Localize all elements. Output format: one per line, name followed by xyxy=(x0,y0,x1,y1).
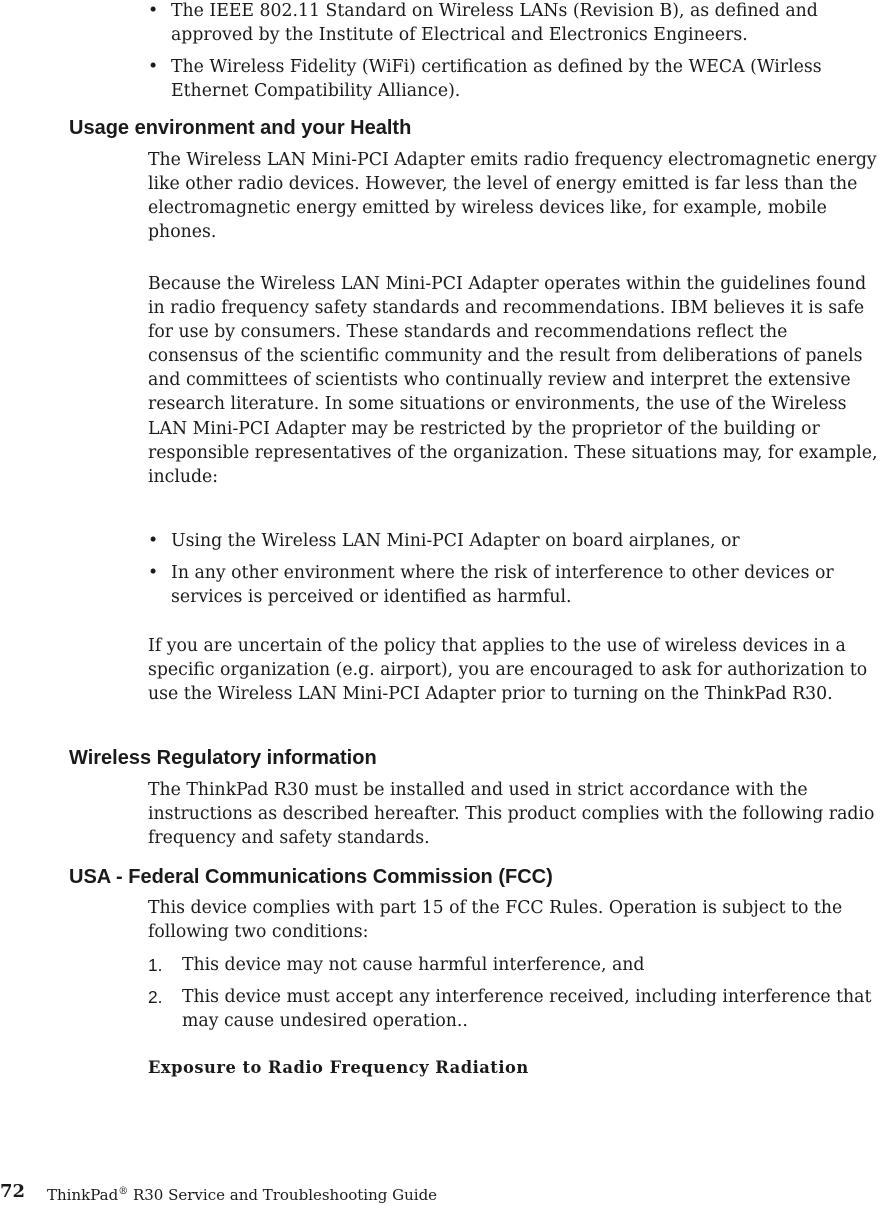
bullet-text: The IEEE 802.11 Standard on Wireless LANs (Revision B), as defined and approved by the Institute of Electrical and Electronics Engineers. xyxy=(171,1,818,46)
list-number: 2. xyxy=(148,987,163,1007)
section-heading-regulatory: Wireless Regulatory information xyxy=(69,747,377,769)
regulatory-paragraph: The ThinkPad R30 must be installed and used in strict accordance with the instructions as described hereafter. This product complies with the following radio frequency and safety standards. xyxy=(148,780,875,849)
footer-title-prefix: ThinkPad xyxy=(47,1186,119,1204)
registered-mark: ® xyxy=(118,1186,129,1197)
usage-paragraph-1: The Wireless LAN Mini-PCI Adapter emits radio frequency electromagnetic energy like other radio devices. However, the level of energy emitted is far less than the electromagnetic energy emitted by wireless devices like, for example, mobile phones. xyxy=(148,150,877,243)
footer-title-suffix: R30 Service and Troubleshooting Guide xyxy=(128,1186,438,1204)
list-text: This device may not cause harmful interference, and xyxy=(182,955,645,975)
usage-paragraph-2: Because the Wireless LAN Mini-PCI Adapter operates within the guidelines found in radio frequency safety standards and recommendations. IBM believes it is safe for use by consumers. These standards and recommendations reflect the consensus of the scientific community and the result from deliberations of panels and committees of scientists who continually review and interpret the extensive research literature. In some situations or environments, the use of the Wireless LAN Mini-PCI Adapter may be restricted by the proprietor of the building or responsible representatives of the organization. These situations may, for example, include: xyxy=(148,274,878,487)
bullet-dot: • xyxy=(148,1,159,21)
list-number: 1. xyxy=(148,955,163,975)
page-number: 72 xyxy=(0,1181,26,1202)
subsection-heading-exposure: Exposure to Radio Frequency Radiation xyxy=(148,1058,529,1077)
list-text: This device must accept any interference received, including interference that may cause undesired operation.. xyxy=(182,987,872,1032)
bullet-dot: • xyxy=(148,57,159,77)
bullet-text: The Wireless Fidelity (WiFi) certification as defined by the WECA (Wirless Ethernet Compatibility Alliance). xyxy=(171,57,822,102)
bullet-dot: • xyxy=(148,531,159,551)
fcc-paragraph: This device complies with part 15 of the FCC Rules. Operation is subject to the following two conditions: xyxy=(148,898,843,943)
bullet-text: In any other environment where the risk of interference to other devices or services is perceived or identified as harmful. xyxy=(171,563,834,608)
section-heading-fcc: USA - Federal Communications Commission (FCC) xyxy=(69,866,553,888)
bullet-dot: • xyxy=(148,563,159,583)
section-heading-usage: Usage environment and your Health xyxy=(69,117,412,139)
bullet-text: Using the Wireless LAN Mini-PCI Adapter on board airplanes, or xyxy=(171,531,740,551)
usage-paragraph-3: If you are uncertain of the policy that applies to the use of wireless devices in a specific organization (e.g. airport), you are encouraged to ask for authorization to use the Wireless LAN Mini-PCI Adapter prior to turning on the ThinkPad R30. xyxy=(148,636,868,705)
footer-title xyxy=(47,1181,437,1206)
